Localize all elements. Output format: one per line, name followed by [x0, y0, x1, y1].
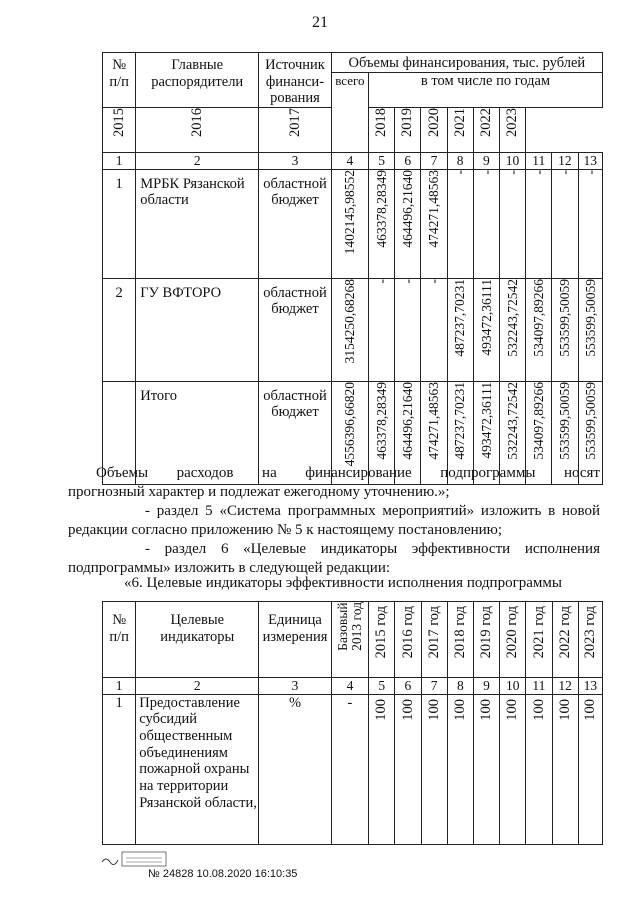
row-value: - [499, 169, 525, 278]
row-value: 534097,89266 [526, 278, 552, 381]
index-cell: 12 [552, 153, 578, 170]
row-source: областной бюджет [259, 381, 332, 484]
page-number: 21 [312, 14, 328, 31]
header-year-2023: 2023 год [578, 602, 602, 678]
row-value: - [473, 169, 499, 278]
paragraph-1b: прогнозный характер и подлежат ежегодному уточнению.»; [68, 484, 450, 500]
row-value: 463378,28349 [369, 381, 395, 484]
row-unit: % [259, 694, 332, 844]
row-value: 464496,21640 [395, 381, 421, 484]
header-financing: Объемы финансирования, тыс. рублей [331, 53, 602, 73]
row-value: 487237,70231 [447, 278, 473, 381]
row-base: - [331, 694, 368, 844]
header-total: всего [331, 73, 368, 153]
header-year-2018: 2018 [369, 108, 395, 153]
row-manager: МРБК Рязанской области [136, 169, 259, 278]
index-cell: 13 [578, 153, 602, 170]
row-value: 532243,72542 [499, 278, 525, 381]
row-num: 1 [103, 694, 136, 844]
row-value: 493472,36111 [473, 381, 499, 484]
row-value: 553599,50059 [552, 381, 578, 484]
header-year-2015: 2015 [103, 108, 136, 153]
header-year-2021: 2021 год [526, 602, 552, 678]
header-year-2016: 2016 год [395, 602, 421, 678]
index-cell: 3 [259, 678, 332, 695]
table-row [103, 169, 603, 278]
index-cell: 6 [395, 153, 421, 170]
header-year-2021: 2021 [447, 108, 473, 153]
index-cell: 10 [499, 153, 525, 170]
row-value: 487237,70231 [447, 381, 473, 484]
row-value: 463378,28349 [369, 169, 395, 278]
row-value: - [578, 169, 602, 278]
paragraph-2a: - раздел 5 «Система программных мероприятий» изложить в новой [145, 503, 600, 519]
row-value: 532243,72542 [499, 381, 525, 484]
header-unit: Единица измерения [259, 602, 332, 678]
index-cell: 4 [331, 153, 368, 170]
row-value: - [395, 278, 421, 381]
paragraph-4: «6. Целевые индикаторы эффективности исполнения подпрограммы [124, 575, 562, 591]
header-year-2017: 2017 год [421, 602, 447, 678]
row-value: 474271,48563 [421, 381, 447, 484]
index-cell: 9 [473, 678, 499, 695]
index-cell: 8 [447, 678, 473, 695]
financing-table [102, 52, 603, 485]
header-year-2020: 2020 [421, 108, 447, 153]
header-num: № п/п [103, 53, 136, 108]
row-num: 2 [103, 278, 136, 381]
header-year-2018: 2018 год [447, 602, 473, 678]
stamp-logo [100, 848, 170, 870]
header-year-2017: 2017 [259, 108, 332, 153]
row-total: 4556396,66820 [331, 381, 368, 484]
index-cell: 3 [259, 153, 332, 170]
index-cell: 2 [136, 153, 259, 170]
row-value: 100 [578, 694, 602, 844]
row-value: 100 [552, 694, 578, 844]
row-value: - [526, 169, 552, 278]
header-years-group: в том числе по годам [369, 73, 603, 108]
row-value: - [369, 278, 395, 381]
row-value: 553599,50059 [578, 381, 602, 484]
header-source: Источник финанси- рования [259, 53, 332, 108]
header-year-2020: 2020 год [500, 602, 526, 678]
header-num: № п/п [103, 602, 136, 678]
header-year-2019: 2019 [395, 108, 421, 153]
header-indicators: Целевые индикаторы [136, 602, 259, 678]
row-value: 464496,21640 [395, 169, 421, 278]
row-manager: Итого [136, 381, 259, 484]
index-cell: 7 [421, 678, 447, 695]
row-source: областной бюджет [259, 278, 332, 381]
index-cell: 7 [421, 153, 447, 170]
row-value: 534097,89266 [526, 381, 552, 484]
row-value: 100 [447, 694, 473, 844]
row-value: 474271,48563 [421, 169, 447, 278]
header-year-2022: 2022 [473, 108, 499, 153]
index-cell: 13 [578, 678, 602, 695]
row-value: 553599,50059 [552, 278, 578, 381]
header-year-2022: 2022 год [552, 602, 578, 678]
index-cell: 5 [369, 153, 395, 170]
index-cell: 8 [447, 153, 473, 170]
row-manager: ГУ ВФТОРО [136, 278, 259, 381]
row-value: 100 [369, 694, 395, 844]
header-year-2015: 2015 год [369, 602, 395, 678]
index-cell: 11 [526, 678, 552, 695]
row-value: 100 [395, 694, 421, 844]
row-value: - [421, 278, 447, 381]
index-cell: 2 [136, 678, 259, 695]
row-value: - [552, 169, 578, 278]
row-total: 1402145,98552 [331, 169, 368, 278]
row-num: 1 [103, 169, 136, 278]
header-managers: Главные распорядители [136, 53, 259, 108]
paragraph-3b: подпрограммы» изложить в следующей редакции: [68, 560, 391, 576]
index-cell: 9 [473, 153, 499, 170]
index-cell: 5 [369, 678, 395, 695]
header-year-2019: 2019 год [473, 602, 499, 678]
row-value: 100 [473, 694, 499, 844]
paragraph-3a: - раздел 6 «Целевые индикаторы эффективности исполнения [145, 541, 600, 557]
row-indicator: Предоставление субсидий общественным объединениям пожарной охраны на территории Рязанской области, [136, 694, 259, 844]
paragraph-1a: Объемы расходов на финансирование подпрограммы носят [96, 465, 600, 481]
row-value: 553599,50059 [578, 278, 602, 381]
row-value: 100 [500, 694, 526, 844]
header-year-2016: 2016 [136, 108, 259, 153]
footer-registration: № 24828 10.08.2020 16:10:35 [148, 868, 298, 880]
index-cell: 1 [103, 678, 136, 695]
table-row [103, 278, 603, 381]
row-value: - [447, 169, 473, 278]
row-value: 100 [421, 694, 447, 844]
header-year-2023: 2023 [499, 108, 525, 153]
row-value: 493472,36111 [473, 278, 499, 381]
paragraph-2b: редакции согласно приложению № 5 к настоящему постановлению; [68, 522, 503, 538]
row-source: областной бюджет [259, 169, 332, 278]
index-cell: 1 [103, 153, 136, 170]
index-cell: 12 [552, 678, 578, 695]
index-cell: 6 [395, 678, 421, 695]
indicators-table [102, 601, 603, 845]
index-cell: 4 [331, 678, 368, 695]
header-base-year: Базовый 2013 год [331, 602, 368, 678]
row-value: 100 [526, 694, 552, 844]
index-cell: 11 [526, 153, 552, 170]
row-total: 3154250,68268 [331, 278, 368, 381]
index-cell: 10 [500, 678, 526, 695]
